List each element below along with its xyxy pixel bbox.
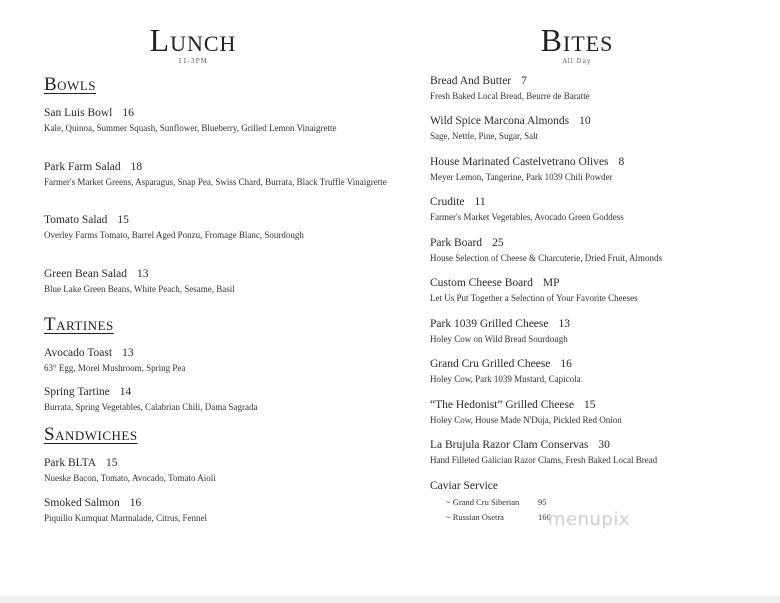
item-description: Nueske Bacon, Tomato, Avocado, Tomato Aioli (44, 473, 216, 483)
item-description: Overley Farms Tomato, Barrel Aged Ponzu, Fromage Blanc, Sourdough (44, 230, 304, 240)
menu-item (430, 196, 624, 224)
menu-item (430, 277, 638, 305)
menu-item (44, 107, 337, 135)
item-description: Holey Cow, Park 1039 Mustard, Capicola (430, 374, 581, 384)
item-name: Spring Tartine (44, 386, 110, 398)
item-price: 16 (129, 497, 142, 509)
caviar-option-label: ~ Grand Cru Siberian (446, 497, 520, 507)
item-price: 30 (598, 439, 610, 451)
item-price: 25 (492, 237, 504, 249)
menu-item (44, 457, 216, 485)
item-name: San Luis Bowl (44, 107, 113, 119)
caviar-option (446, 497, 547, 507)
item-description: Let Us Put Together a Selection of Your Favorite Cheeses (430, 293, 638, 303)
item-description: Sage, Nettle, Pine, Sugar, Salt (430, 131, 539, 141)
menu-item (430, 237, 662, 265)
item-description: Meyer Lemon, Tangerine, Park 1039 Chili Powder (430, 172, 613, 182)
item-price: 11 (474, 196, 486, 208)
item-name: Green Bean Salad (44, 268, 128, 280)
item-price: 13 (122, 347, 134, 359)
menu-item (430, 75, 590, 103)
caviar-option (446, 512, 551, 522)
section-heading-sandwiches: Sandwiches (44, 424, 138, 445)
menupix-watermark: menupix (548, 509, 631, 530)
item-price: 15 (106, 457, 118, 469)
lunch-title: Lunch (149, 22, 237, 58)
item-name: Park BLTA (44, 457, 97, 469)
item-price: 7 (521, 75, 527, 87)
menu-item (430, 318, 570, 346)
item-description: 63° Egg, Morel Mushroom, Spring Pea (44, 363, 186, 373)
item-name: Tomato Salad (44, 214, 108, 226)
item-price: 16 (122, 107, 134, 119)
item-name: Park Board (430, 237, 483, 249)
page-bottom-divider (0, 596, 780, 603)
menu-item (44, 497, 207, 525)
section-heading-tartines: Tartines (44, 314, 114, 335)
item-name: Park 1039 Grilled Cheese (430, 318, 549, 330)
item-price: 15 (584, 399, 596, 411)
item-description: Blue Lake Green Beans, White Peach, Sesame, Basil (44, 284, 235, 294)
menu-item (430, 358, 581, 386)
item-price: 13 (558, 318, 570, 330)
item-name: Caviar Service (430, 480, 499, 492)
item-name: Wild Spice Marcona Almonds (430, 115, 570, 127)
menu-item (44, 214, 304, 242)
item-price: 13 (137, 268, 149, 280)
bites-hours: All Day (562, 58, 592, 65)
caviar-service (430, 480, 498, 492)
item-name: Custom Cheese Board (430, 277, 533, 289)
item-description: Farmer's Market Vegetables, Avocado Green Goddess (430, 212, 624, 222)
item-price: 14 (119, 386, 132, 398)
item-name: Avocado Toast (44, 347, 113, 359)
item-description: Holey Cow, House Made N'Duja, Pickled Red Onion (430, 415, 622, 425)
item-description: Piquillo Kumquat Marmalade, Citrus, Fennel (44, 513, 207, 523)
section-heading-bowls: Bowls (44, 74, 97, 95)
item-description: Holey Cow on Wild Bread Sourdough (430, 334, 568, 344)
menu-item (44, 386, 258, 414)
item-name: La Brujula Razor Clam Conservas (430, 439, 589, 451)
menu-item (430, 156, 624, 184)
menu-item (44, 161, 387, 189)
menu-item (430, 439, 657, 467)
item-name: Grand Cru Grilled Cheese (430, 358, 551, 370)
caviar-option-label: ~ Russian Osetra (446, 512, 504, 522)
item-price: 18 (130, 161, 143, 173)
item-price: 15 (117, 214, 129, 226)
item-description: Fresh Baked Local Bread, Beurre de Baratte (430, 91, 590, 101)
item-description: Farmer's Market Greens, Asparagus, Snap Pea, Swiss Chard, Burrata, Black Truffle Vinaigrette (44, 177, 387, 187)
item-description: Hand Filleted Galician Razor Clams, Fresh Baked Local Bread (430, 455, 658, 465)
item-name: “The Hedonist” Grilled Cheese (430, 399, 575, 411)
item-price: 8 (618, 156, 625, 168)
item-description: House Selection of Cheese & Charcuterie, Dried Fruit, Almonds (430, 253, 662, 263)
item-price: MP (542, 277, 560, 289)
item-price: 16 (560, 358, 572, 370)
item-name: Smoked Salmon (44, 497, 120, 509)
menu-item (430, 115, 591, 143)
item-name: Crudite (430, 196, 465, 208)
caviar-option-price: 160 (538, 512, 551, 522)
lunch-hours: 11-3PM (178, 58, 208, 65)
caviar-option-price: 95 (538, 497, 547, 507)
bites-title: Bites (540, 22, 614, 58)
item-price: 10 (579, 115, 591, 127)
item-description: Kale, Quinoa, Summer Squash, Sunflower, Blueberry, Grilled Lemon Vinaigrette (44, 123, 337, 133)
item-description: Burrata, Spring Vegetables, Calabrian Chili, Dama Sagrada (44, 402, 258, 412)
menu-item (44, 347, 185, 375)
item-name: House Marinated Castelvetrano Olives (430, 156, 609, 168)
menu-item (430, 399, 622, 427)
item-name: Park Farm Salad (44, 161, 121, 173)
menu-item (44, 268, 235, 296)
item-name: Bread And Butter (430, 75, 512, 87)
